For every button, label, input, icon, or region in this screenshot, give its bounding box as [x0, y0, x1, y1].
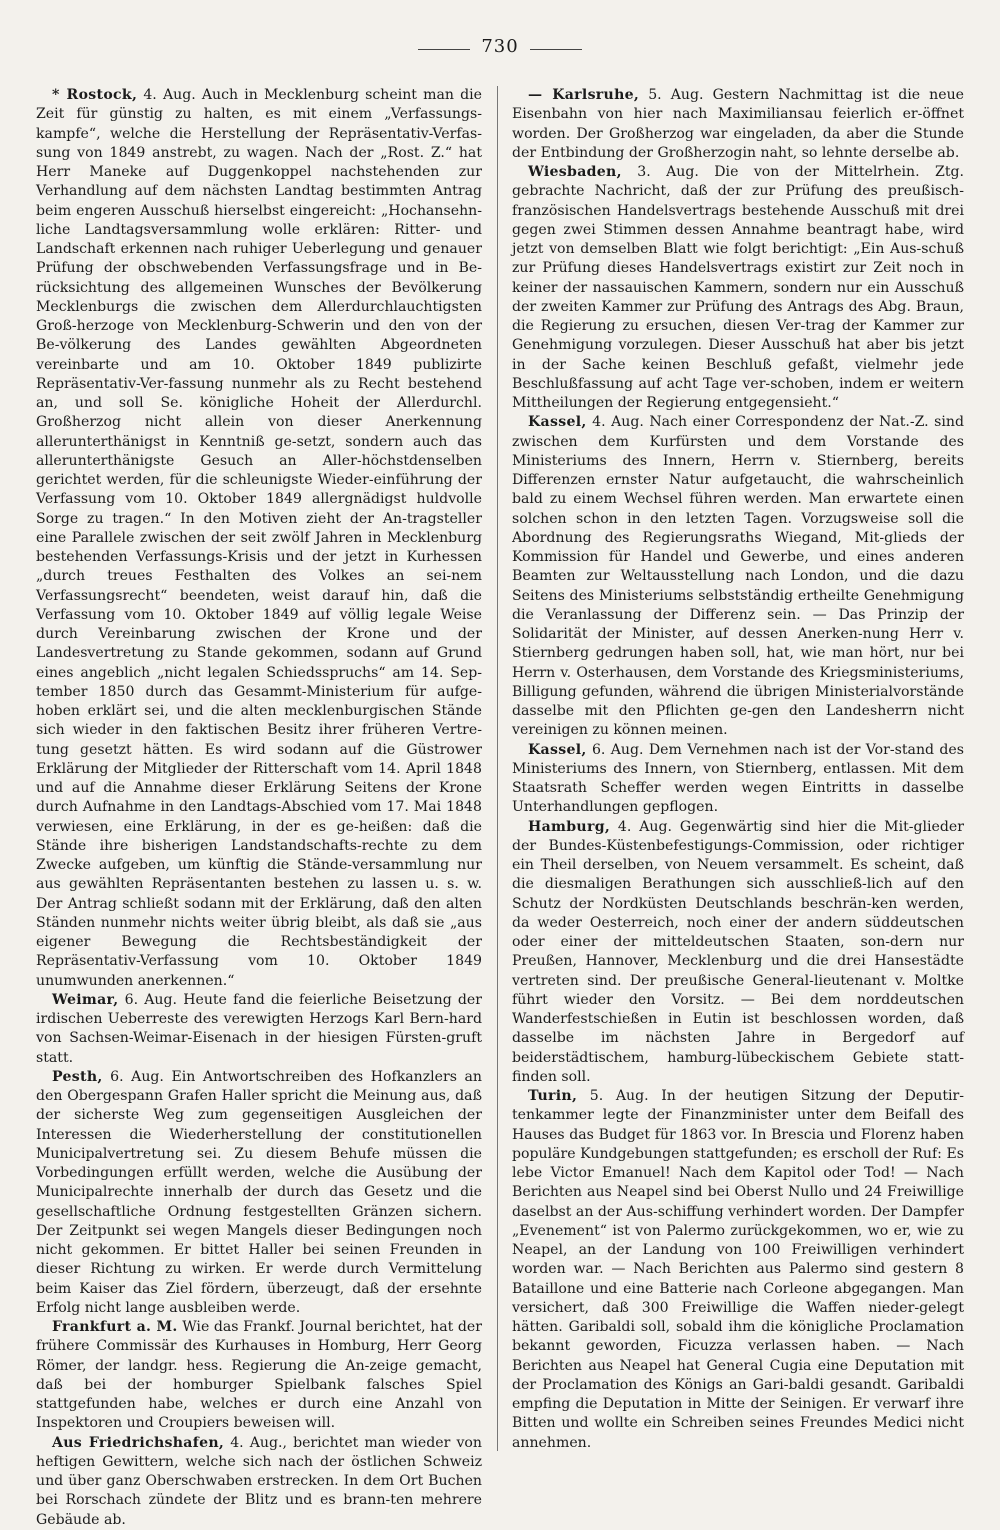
- article-text: 5. Aug. Gestern Nachmittag ist die neue Eisenbahn von hier nach Maximiliansau feierlich er-öffnet worden. Der Großherzog war eingeladen, da aber die Stunde der Entbindung der Großherzogin naht, so lehnte derselbe ab.: [512, 87, 964, 161]
- article-text: 6. Aug. Dem Vernehmen nach ist der Vor-stand des Ministeriums des Innern, von Stiernberg, entlassen. Mit dem Staatsrath Scheffer werden wegen Eintritts in dasselbe Unterhandlungen gepflogen.: [512, 741, 964, 816]
- article-hamburg: [512, 818, 964, 1088]
- page-number: 730: [481, 36, 519, 57]
- article-dateline: Frankfurt a. M.: [52, 1319, 178, 1335]
- article-dateline: Weimar,: [52, 991, 119, 1008]
- article-weimar: [36, 991, 482, 1068]
- article-text: 3. Aug. Die von der Mittelrhein. Ztg. gebrachte Nachricht, daß der zur Prüfung des preußisch-französischen Handelsvertrags bestehende Ausschuß mit drei gegen zwei Stimmen dessen Annahme beantragt habe, wird jetzt von demselben Blatt wie folgt berichtigt: „Ein Aus-schuß zur Prüfung dieses Handelsvertrags existirt zur Zeit noch in keiner der nassauischen Kammern, sondern nur ein Ausschuß der zweiten Kammer zur Prüfung des Antrags des Abg. Braun, die Regierung zu ersuchen, diesen Ver-trag der Kammer zur Genehmigung vorzulegen. Dieser Ausschuß hat aber bis jetzt in der Sache keinen Beschluß gefaßt, vielmehr jede Beschlußfassung auf acht Tage ver-schoben, indem er weitern Mittheilungen der Regierung entgegensieht.“: [512, 164, 964, 411]
- article-text: 5. Aug. In der heutigen Sitzung der Deputir-tenkammer legte der Finanzminister unter dem Beifall des Hauses das Budget für 1863 vor. In Brescia und Florenz haben populäre Kundgebungen stattgefunden; es erscholl der Ruf: Es lebe Victor Emanuel! Nach dem Kapitol oder Tod! — Nach Berichten aus Neapel sind bei Oberst Nullo und 24 Freiwillige daselbst an der Aus-schiffung verhindert worden. Der Dampfer „Evenement“ ist von Palermo zurückgekommen, wo er, wie zu Neapel, an der Landung von 100 Freiwilligen verhindert worden war. — Nach Berichten aus Palermo sind gestern 8 Bataillone und eine Batterie nach Corleone abgegangen. Man versichert, daß 300 Freiwillige die Waffen nieder-gelegt hätten. Garibaldi soll, sobald ihm die königliche Proclamation bekannt geworden, Ficuzza verlassen haben. — Nach Berichten aus Neapel hat General Cugia eine Deputation mit der Proclamation des Königs an Gari-baldi gesandt. Garibaldi empfing die Deputation in Mitte der Seinigen. Er verwarf ihre Bitten und wollte ein Schreiben seines Freundes Medici nicht annehmen.: [512, 1088, 964, 1451]
- left-column: [36, 86, 482, 1528]
- article-karlsruhe: [512, 86, 964, 163]
- header-rule-left: [418, 49, 470, 50]
- article-friedrichshafen: [36, 1434, 482, 1530]
- right-column: [512, 86, 964, 1476]
- article-kassel-1: [512, 413, 964, 740]
- article-text: 4. Aug. Gegenwärtig sind hier die Mit-glieder der Bundes-Küstenbefestigungs-Commission, oder richtiger ein Theil derselben, von Neuem versammelt. Es scheint, daß die diesmaligen Berathungen sich ausschließ-lich auf den Schutz der Nordküsten Deutschlands beschrän-ken werden, da weder Oesterreich, noch einer der andern süddeutschen oder einer der mitteldeutschen Staaten, son-dern nur Preußen, Hannover, Mecklenburg und die drei Hansestädte vertreten sind. Der preußische General-lieutenant v. Moltke führt wieder den Vorsitz. — Bei dem norddeutschen Wanderfestschießen in Eutin ist beschlossen worden, daß dasselbe im nächsten Jahre in Bergedorf auf beiderstädtischem, hamburg-lübeckischem Gebiete statt-finden soll.: [512, 818, 964, 1085]
- article-dateline: Kassel,: [528, 414, 587, 431]
- article-text: 4. Aug., berichtet man wieder von heftigen Gewittern, welche sich nach der östlichen Schweiz und über ganz Oberschwaben erstrecken. In dem Ort Buchen bei Rorschach zündete der Blitz und es brann-ten mehrere Gebäude ab.: [36, 1434, 482, 1528]
- article-text: 6. Aug. Ein Antwortschreiben des Hofkanzlers an den Obergespann Grafen Haller spricht die Meinung aus, daß der sicherste Weg zum gegenseitigen Ausgleichen der Interessen die Wiederherstellung der constitutionellen Municipalvertretung sei. Zu diesem Behufe müssen die Vorbedingungen erfüllt werden, welche die Ausübung der Municipalrechte innerhalb der durch das Gesetz und die gesellschaftliche Ordnung festgestellten Gränzen sichern. Der Zeitpunkt sei wegen Mangels dieser Bedingungen noch nicht gekommen. Er bittet Haller bei seinen Freunden in dieser Richtung zu wirken. Er werde durch Vermittelung beim Kaiser das Ziel fördern, überzeugt, daß der ersehnte Erfolg nicht lange ausbleiben werde.: [36, 1068, 482, 1316]
- article-dateline: Wiesbaden,: [528, 164, 622, 180]
- article-dateline: Aus Friedrichshafen,: [52, 1434, 225, 1451]
- article-dateline: Hamburg,: [528, 818, 611, 835]
- page-header: [0, 36, 1000, 62]
- article-turin: [512, 1087, 964, 1453]
- article-dateline: * Rostock,: [52, 87, 138, 103]
- article-text: Wie das Frankf. Journal berichtet, hat der frühere Commissär des Kurhauses in Homburg, Herr Georg Römer, der landgr. hess. Regierung die An-zeige gemacht, daß bei der homburger Spielbank falsches Spiel stattgefunden habe, welches er durch eine Anzahl von Inspektoren und Croupiers beweisen will.: [36, 1319, 482, 1432]
- article-pesth: [36, 1068, 482, 1318]
- article-dateline: Kassel,: [528, 741, 587, 758]
- header-rule-right: [530, 49, 582, 50]
- column-divider: [497, 86, 498, 1451]
- article-rostock: [36, 86, 482, 991]
- article-dateline: Turin,: [528, 1088, 578, 1104]
- article-wiesbaden: [512, 163, 964, 413]
- article-dateline: Pesth,: [52, 1068, 103, 1085]
- article-text: 6. Aug. Heute fand die feierliche Beisetzung der irdischen Ueberreste des verewigten Herzogs Karl Bern-hard von Sachsen-Weimar-Eisenach in der hiesigen Fürsten-gruft statt.: [36, 991, 482, 1066]
- article-text: 4. Aug. Nach einer Correspondenz der Nat.-Z. sind zwischen dem Kurfürsten und dem Vorstande des Ministeriums des Innern, Herrn v. Stiernberg, bereits Differenzen ernster Natur aufgetaucht, die wahrscheinlich bald zu einem Wechsel führen werden. Man erwartete einen solchen schon in den letzten Tagen. Vorzugsweise soll die Abordnung des Regierungsraths Wiegand, Mit-glieds der Kommission für Handel und Gewerbe, und eines anderen Beamten zur Weltausstellung nach London, und die dazu Seitens des Ministeriums selbstständig ertheilte Genehmigung die Veranlassung der Differenz sein. — Das Prinzip der Solidarität der Minister, auf dessen Anerken-nung Herr v. Stiernberg gedrungen haben soll, hat, wie man hört, nur bei Herrn v. Osterhausen, dem Vorstande des Kriegsministeriums, Billigung gefunden, während die übrigen Ministerialvorstände dasselbe mit den Pflichten ge-gen den Landesherrn nicht vereinigen zu können meinen.: [512, 414, 964, 739]
- article-dateline: — Karlsruhe,: [528, 87, 640, 103]
- article-text: 4. Aug. Auch in Mecklenburg scheint man die Zeit für günstig zu halten, es mit einem „Verfassungs-kampfe“, welche die Herstellung der Repräsentativ-Verfas-sung von 1849 anstrebt, zu wagen. Nach der „Rost. Z.“ hat Herr Maneke auf Duggenkoppel nachstehenden zur Verhandlung auf dem nächsten Landtag bestimmten Antrag beim engeren Ausschuß hierselbst eingereicht: „Hochansehn-liche Landtagsversammlung wolle erklären: Ritter- und Landschaft erkennen nach ruhiger Ueberlegung und genauer Prüfung der obschwebenden Verfassungsfrage und in Be-rücksichtung des allgemeinen Wunsches der Bevölkerung Mecklenburgs die zwischen dem Allerdurchlauchtigsten Groß-herzoge von Mecklenburg-Schwerin und den von der Be-völkerung des Landes gewählten Abgeordneten vereinbarte und am 10. Oktober 1849 publizirte Repräsentativ-Ver-fassung nunmehr als zu Recht bestehend an, und soll Se. königliche Hoheit der Allerdurchl. Großherzog nicht allein von dieser Anerkennung allerunterthänigst in Kenntniß ge-setzt, sondern auch das allerunterthänigste Gesuch an Aller-höchstdenselben gerichtet werden, für die schleunigste Wieder-einführung der Verfassung vom 10. Oktober 1849 allergnädigst huldvolle Sorge zu tragen.“ In den Motiven zieht der An-tragsteller eine Parallele zwischen der seit zwölf Jahren in Mecklenburg bestehenden Verfassungs-Krisis und der jetzt in Kurhessen „durch treues Festhalten des Volkes an sei-nem Verfassungsrecht“ beendeten, weist darauf hin, daß die Verfassung vom 10. Oktober 1849 auf völlig legale Weise durch Vereinbarung zwischen der Krone und der Landesvertretung zu Stande gekommen, sodann auf Grund eines angeblich „nicht legalen Schiedsspruchs“ am 14. Sep-tember 1850 durch das Gesammt-Ministerium für aufge-hoben erklärt sei, und die alten mecklenburgischen Stände sich wieder in den faktischen Besitz ihrer früheren Vertre-tung gesetzt hätten. Es wird sodann auf die Güstrower Erklärung der Mitglieder der Ritterschaft vom 14. April 1848 und auf die Annahme dieser Erklärung Seitens der Krone durch Aufnahme in den Landtags-Abschied vom 17. Mai 1848 verwiesen, eine Erklärung, in der es ge-heißen: daß die Stände ihre bisherigen Landstandschafts-rechte zu dem Zwecke aufgeben, um künftig die Stände-versammlung nur aus gewählten Repräsentanten bestehen zu lassen u. s. w. Der Antrag schließt sodann mit der Erklärung, daß den alten Ständen nunmehr nichts weiter übrig bleibt, als daß sie „aus eigener Bewegung die Rechtsbeständigkeit der Repräsentativ-Verfassung vom 10. Oktober 1849 unumwunden anerkennen.“: [36, 87, 482, 989]
- article-kassel-2: [512, 741, 964, 818]
- article-frankfurt: [36, 1318, 482, 1434]
